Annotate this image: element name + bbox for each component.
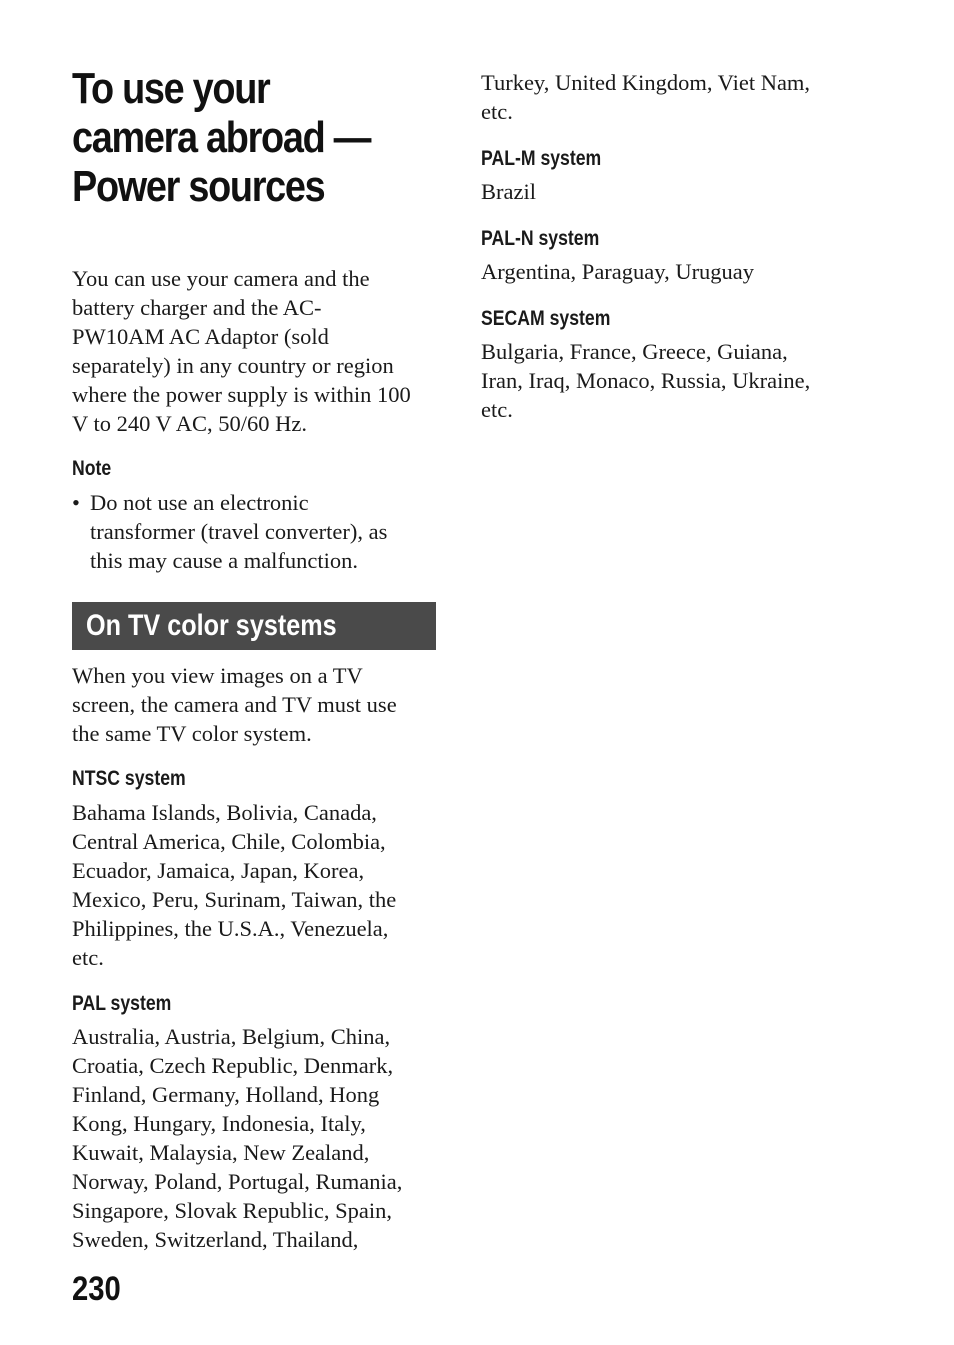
pal-n-country-list bbox=[481, 257, 871, 286]
page-title-line: Power sources bbox=[72, 162, 325, 211]
pal-m-country-list bbox=[481, 177, 871, 206]
text-line: Kuwait, Malaysia, New Zealand, bbox=[72, 1140, 370, 1165]
text-line: You can use your camera and the bbox=[72, 266, 370, 291]
pal-country-list bbox=[72, 1022, 442, 1254]
text-line: separately) in any country or region bbox=[72, 353, 394, 378]
note-bullet-item bbox=[72, 488, 442, 575]
section-header-title: On TV color systems bbox=[86, 609, 337, 642]
note-heading: Note bbox=[72, 457, 112, 480]
text-line: screen, the camera and TV must use bbox=[72, 692, 397, 717]
secam-country-list bbox=[481, 337, 871, 424]
text-line: Australia, Austria, Belgium, China, bbox=[72, 1024, 391, 1049]
ntsc-country-list bbox=[72, 798, 442, 972]
text-line: etc. bbox=[481, 397, 513, 422]
section-header-bar bbox=[72, 602, 436, 650]
text-line: this may cause a malfunction. bbox=[90, 548, 359, 573]
text-line: etc. bbox=[481, 99, 513, 124]
text-line: Philippines, the U.S.A., Venezuela, bbox=[72, 916, 389, 941]
page-title bbox=[72, 64, 399, 211]
text-line: Croatia, Czech Republic, Denmark, bbox=[72, 1053, 394, 1078]
text-line: transformer (travel converter), as bbox=[90, 519, 388, 544]
pal-n-heading: PAL-N system bbox=[481, 227, 600, 250]
pal-country-list-continued bbox=[481, 68, 871, 126]
tv-intro-paragraph bbox=[72, 661, 442, 748]
secam-heading: SECAM system bbox=[481, 307, 611, 330]
bullet-mark: • bbox=[72, 490, 80, 515]
text-line: Sweden, Switzerland, Thailand, bbox=[72, 1227, 359, 1252]
text-line: battery charger and the AC- bbox=[72, 295, 322, 320]
text-line: Singapore, Slovak Republic, Spain, bbox=[72, 1198, 392, 1223]
text-line: Argentina, Paraguay, Uruguay bbox=[481, 259, 755, 284]
pal-heading: PAL system bbox=[72, 992, 172, 1015]
page-title-line: camera abroad — bbox=[72, 113, 371, 162]
text-line: Ecuador, Jamaica, Japan, Korea, bbox=[72, 858, 365, 883]
text-line: Bulgaria, France, Greece, Guiana, bbox=[481, 339, 788, 364]
text-line: Mexico, Peru, Surinam, Taiwan, the bbox=[72, 887, 397, 912]
ntsc-heading: NTSC system bbox=[72, 767, 186, 790]
text-line: Bahama Islands, Bolivia, Canada, bbox=[72, 800, 377, 825]
text-line: etc. bbox=[72, 945, 104, 970]
text-line: Brazil bbox=[481, 179, 536, 204]
text-line: Turkey, United Kingdom, Viet Nam, bbox=[481, 70, 811, 95]
text-line: Iran, Iraq, Monaco, Russia, Ukraine, bbox=[481, 368, 811, 393]
text-line: Do not use an electronic bbox=[90, 490, 309, 515]
text-line: PW10AM AC Adaptor (sold bbox=[72, 324, 329, 349]
text-line: Norway, Poland, Portugal, Rumania, bbox=[72, 1169, 403, 1194]
page-number: 230 bbox=[72, 1270, 121, 1308]
text-line: Finland, Germany, Holland, Hong bbox=[72, 1082, 380, 1107]
text-line: where the power supply is within 100 bbox=[72, 382, 411, 407]
pal-m-heading: PAL-M system bbox=[481, 147, 602, 170]
text-line: Central America, Chile, Colombia, bbox=[72, 829, 386, 854]
text-line: V to 240 V AC, 50/60 Hz. bbox=[72, 411, 308, 436]
text-line: the same TV color system. bbox=[72, 721, 312, 746]
intro-paragraph bbox=[72, 264, 442, 438]
page-title-line: To use your bbox=[72, 64, 270, 113]
text-line: Kong, Hungary, Indonesia, Italy, bbox=[72, 1111, 366, 1136]
text-line: When you view images on a TV bbox=[72, 663, 363, 688]
